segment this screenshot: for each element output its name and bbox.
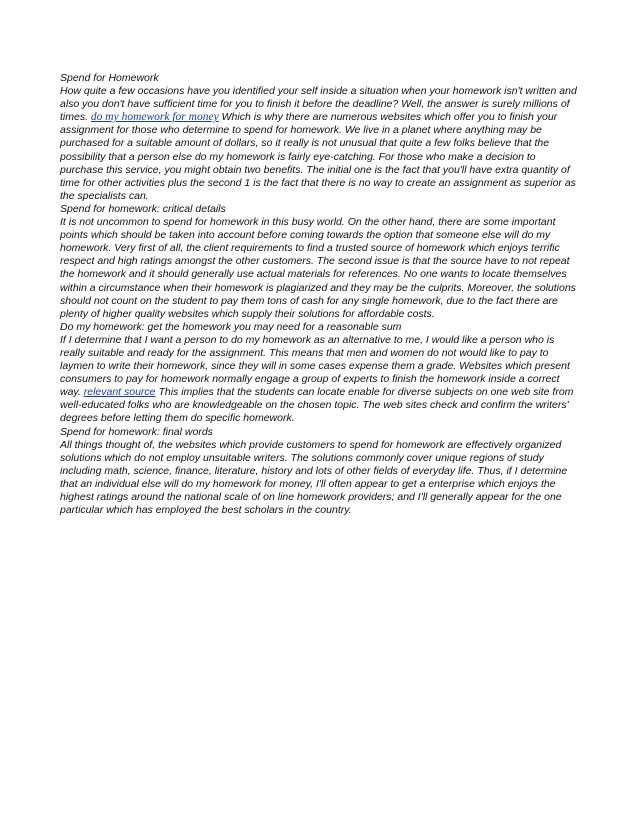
section3-body: All things thought of, the websites which provide customers to spend for homework are effectively organized solutions which do not employ unsuitable writers. The solutions commonly cover unique regions of study including math, science, finance, literature, history and lots of other fields of everyday life. Thus, if I determine that an individual else will do my homework for money, I'll often appear to get a enterprise which enjoys the highest ratings around the national scale of on line homework providers; and I'll generally appear for the one particular which has employed the best scholars in the country. (60, 438, 568, 517)
section2-text-before-link: If I determine that I want a person to do my homework as an alternative to me, I would like a person who is really suitable and ready for the assignment. This means that men and women do not would like to pay to laymen to write their homework, since they will in some cases expense them a grade. Websites which present consumers to pay for homework normally engage a group of experts to finish the homework inside a correct way. (60, 333, 570, 399)
document-page (60, 72, 580, 517)
section2-heading: Do my homework: get the homework you may need for a reasonable sum (60, 320, 402, 333)
section1-body: It is not uncommon to spend for homework in this busy world. On the other hand, there are some important points which should be taken into account before coming towards the option that someone else will do my homework. Very first of all, the client requirements to find a trusted source of homework which enjoys terrific respect and high ratings amongst the other customers. The second issue is that the source have to not repeat the homework and it should generally use actual materials for references. No one wants to locate themselves within a circumstance when their homework is plagiarized and they may be the culprits. Moreover, the solutions should not count on the student to pay them tons of cash for any single homework, due to the fact there are plenty of higher quality websites which supply their solutions for affordable costs. (60, 216, 576, 320)
relevant-source-link[interactable]: relevant source (83, 386, 156, 399)
section3-heading: Spend for homework: final words (60, 425, 213, 438)
homework-for-money-link[interactable]: do my homework for money (90, 111, 219, 124)
section2-text-after-link: This implies that the students can locate enable for diverse subjects on one web site from well-educated folks who are knowledgeable on the chosen topic. The web sites check and confirm the writers' degrees before letting them do specific homework. (60, 386, 574, 425)
section2-body (60, 334, 580, 426)
intro-paragraph (60, 85, 580, 203)
intro-text-before-link: How quite a few occasions have you identified your self inside a situation when your homework isn't written and also you don't have sufficient time for you to finish it before the deadline? Well, the answer is surely millions of times. (60, 85, 577, 124)
intro-text-after-link: Which is why there are numerous websites which offer you to finish your assignment for those who determine to spend for homework. We live in a planet where anything may be purchased for a suitable amount of dollars, so it really is not unusual that quite a few folks believe that the possibility that a person else do my homework is fairly eye-catching. For those who make a decision to purchase this service, you might obtain two benefits. The initial one is the fact that you'll have extra quantity of time for other activities plus the second 1 is the fact that there is no way to create an assignment as superior as the specialists can. (60, 111, 576, 202)
document-title: Spend for Homework (60, 72, 159, 84)
section1-heading: Spend for homework: critical details (60, 202, 226, 215)
